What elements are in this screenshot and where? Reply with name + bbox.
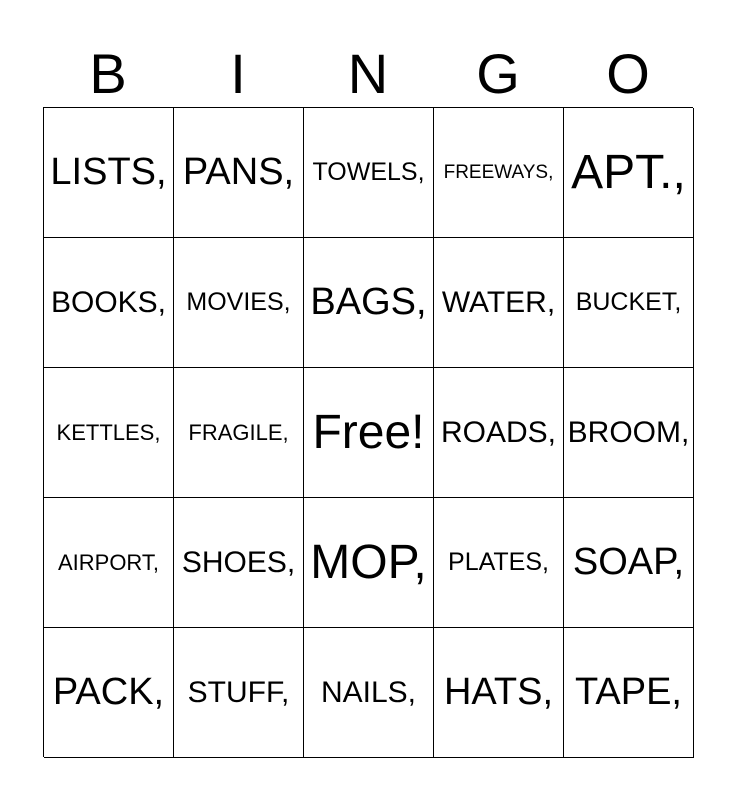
bingo-cell: BUCKET, [564,238,694,368]
bingo-header [43,40,693,108]
bingo-cell: SOAP, [564,498,694,628]
bingo-cell: PACK, [44,628,174,758]
bingo-cell: SHOES, [174,498,304,628]
header-letter-b: B [89,42,127,105]
bingo-cell: TAPE, [564,628,694,758]
bingo-cell: HATS, [434,628,564,758]
bingo-cell: APT., [564,108,694,238]
header-letter-i: I [230,42,246,105]
header-letter-g: G [476,42,520,105]
bingo-cell: BROOM, [564,368,694,498]
bingo-cell: WATER, [434,238,564,368]
bingo-cell: MOVIES, [174,238,304,368]
bingo-cell: ROADS, [434,368,564,498]
bingo-cell: PANS, [174,108,304,238]
bingo-cell: LISTS, [44,108,174,238]
bingo-cell: NAILS, [304,628,434,758]
bingo-cell: STUFF, [174,628,304,758]
bingo-cell: KETTLES, [44,368,174,498]
header-letter-n: N [347,42,389,105]
bingo-cell: PLATES, [434,498,564,628]
bingo-cell: TOWELS, [304,108,434,238]
bingo-cell: BAGS, [304,238,434,368]
bingo-cell: FREEWAYS, [434,108,564,238]
bingo-cell: MOP, [304,498,434,628]
header-letter-o: O [606,42,650,105]
bingo-board [43,107,693,757]
bingo-cell: FRAGILE, [174,368,304,498]
free-space-cell: Free! [304,368,434,498]
bingo-cell: AIRPORT, [44,498,174,628]
bingo-cell: BOOKS, [44,238,174,368]
